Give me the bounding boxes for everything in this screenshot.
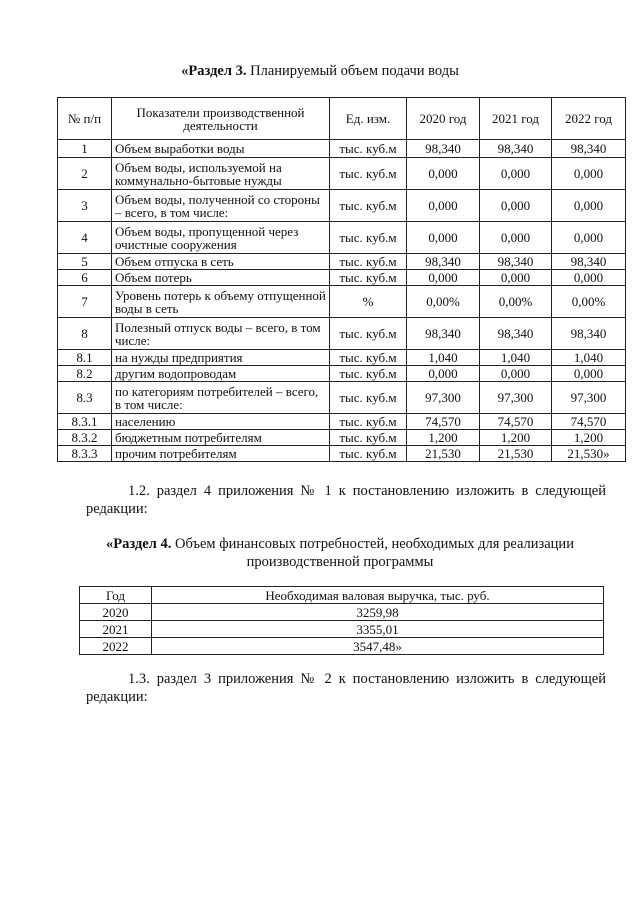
cell-number: 8.3.1: [58, 414, 112, 430]
cell-2022: 97,300: [552, 382, 626, 414]
cell-2021: 74,570: [480, 414, 552, 430]
cell-2020: 0,000: [407, 158, 480, 190]
col-header-unit: Ед. изм.: [330, 98, 407, 140]
cell-indicator: Объем воды, пропущенной через очистные сооружения: [112, 222, 330, 254]
cell-indicator: Объем воды, полученной со стороны – всего, в том числе:: [112, 190, 330, 222]
cell-indicator: Объем потерь: [112, 270, 330, 286]
cell-2022: 0,000: [552, 158, 626, 190]
cell-number: 8.3: [58, 382, 112, 414]
cell-unit: тыс. куб.м: [330, 430, 407, 446]
cell-indicator: на нужды предприятия: [112, 350, 330, 366]
section3-title: [0, 63, 640, 80]
cell-2020: 0,000: [407, 190, 480, 222]
cell-year: 2021: [80, 621, 152, 638]
cell-2020: 74,570: [407, 414, 480, 430]
cell-2020: 0,00%: [407, 286, 480, 318]
cell-2021: 98,340: [480, 140, 552, 158]
cell-unit: тыс. куб.м: [330, 158, 407, 190]
cell-number: 5: [58, 254, 112, 270]
cell-unit: тыс. куб.м: [330, 414, 407, 430]
cell-number: 4: [58, 222, 112, 254]
cell-2022: 0,000: [552, 190, 626, 222]
table-row: [58, 254, 626, 270]
cell-unit: тыс. куб.м: [330, 140, 407, 158]
table-row: [58, 270, 626, 286]
cell-indicator: Объем воды, используемой на коммунально-бытовые нужды: [112, 158, 330, 190]
cell-unit: тыс. куб.м: [330, 382, 407, 414]
cell-unit: тыс. куб.м: [330, 254, 407, 270]
table-row: [58, 158, 626, 190]
cell-unit: тыс. куб.м: [330, 270, 407, 286]
cell-2021: 21,530: [480, 446, 552, 462]
col-header-revenue: Необходимая валовая выручка, тыс. руб.: [152, 587, 604, 604]
cell-2021: 0,00%: [480, 286, 552, 318]
cell-2021: 1,200: [480, 430, 552, 446]
cell-unit: %: [330, 286, 407, 318]
col-header-indicator: Показатели производственной деятельности: [112, 98, 330, 140]
table-row: [58, 140, 626, 158]
table-row: [58, 366, 626, 382]
cell-indicator: населению: [112, 414, 330, 430]
cell-2020: 1,040: [407, 350, 480, 366]
table-header-row: [80, 587, 604, 604]
paragraph-1-3-text: 1.3. раздел 3 приложения № 2 к постановлению изложить в следующей редакции:: [86, 671, 606, 705]
table-row: [58, 318, 626, 350]
table-row: [58, 414, 626, 430]
paragraph-1-3: [86, 670, 606, 706]
table-row: [58, 286, 626, 318]
col-header-number: № п/п: [58, 98, 112, 140]
section4-title: [60, 535, 620, 571]
cell-2021: 0,000: [480, 366, 552, 382]
table-row: [58, 430, 626, 446]
cell-2021: 97,300: [480, 382, 552, 414]
cell-2022: 0,000: [552, 222, 626, 254]
financial-needs-table-body: [80, 604, 604, 655]
cell-2022: 1,040: [552, 350, 626, 366]
cell-indicator: по категориям потребителей – всего, в том числе:: [112, 382, 330, 414]
col-header-2021: 2021 год: [480, 98, 552, 140]
table-row: [80, 621, 604, 638]
water-volume-table-body: [58, 140, 626, 462]
cell-2021: 0,000: [480, 222, 552, 254]
water-volume-table: [57, 97, 626, 462]
cell-number: 8.1: [58, 350, 112, 366]
cell-indicator: прочим потребителям: [112, 446, 330, 462]
cell-2021: 1,040: [480, 350, 552, 366]
section4-title-bold: «Раздел 4.: [106, 536, 172, 552]
cell-indicator: Объем отпуска в сеть: [112, 254, 330, 270]
section3-title-rest: Планируемый объем подачи воды: [246, 63, 459, 79]
cell-unit: тыс. куб.м: [330, 446, 407, 462]
paragraph-1-2-text: 1.2. раздел 4 приложения № 1 к постановлению изложить в следующей редакции:: [86, 483, 606, 517]
cell-unit: тыс. куб.м: [330, 222, 407, 254]
cell-number: 7: [58, 286, 112, 318]
cell-2022: 98,340: [552, 140, 626, 158]
cell-2021: 98,340: [480, 254, 552, 270]
cell-2022: 0,00%: [552, 286, 626, 318]
cell-number: 8.3.3: [58, 446, 112, 462]
cell-revenue: 3547,48»: [152, 638, 604, 655]
cell-2020: 98,340: [407, 254, 480, 270]
table-header-row: [58, 98, 626, 140]
cell-2020: 0,000: [407, 366, 480, 382]
cell-unit: тыс. куб.м: [330, 318, 407, 350]
cell-year: 2020: [80, 604, 152, 621]
table-row: [80, 604, 604, 621]
cell-unit: тыс. куб.м: [330, 190, 407, 222]
cell-2022: 0,000: [552, 366, 626, 382]
cell-number: 8.3.2: [58, 430, 112, 446]
cell-2021: 0,000: [480, 190, 552, 222]
cell-2020: 98,340: [407, 318, 480, 350]
cell-unit: тыс. куб.м: [330, 350, 407, 366]
cell-2022: 98,340: [552, 318, 626, 350]
table-row: [58, 382, 626, 414]
cell-year: 2022: [80, 638, 152, 655]
cell-2022: 1,200: [552, 430, 626, 446]
cell-2020: 98,340: [407, 140, 480, 158]
cell-2020: 0,000: [407, 222, 480, 254]
cell-indicator: Объем выработки воды: [112, 140, 330, 158]
cell-2020: 21,530: [407, 446, 480, 462]
table-row: [58, 190, 626, 222]
table-row: [80, 638, 604, 655]
financial-needs-table: [79, 586, 604, 655]
cell-indicator: Уровень потерь к объему отпущенной воды в сеть: [112, 286, 330, 318]
cell-2022: 74,570: [552, 414, 626, 430]
cell-indicator: другим водопроводам: [112, 366, 330, 382]
paragraph-1-2: [86, 482, 606, 518]
cell-2020: 0,000: [407, 270, 480, 286]
table-row: [58, 446, 626, 462]
cell-number: 1: [58, 140, 112, 158]
cell-number: 2: [58, 158, 112, 190]
col-header-2020: 2020 год: [407, 98, 480, 140]
cell-number: 6: [58, 270, 112, 286]
cell-2020: 1,200: [407, 430, 480, 446]
cell-2022: 98,340: [552, 254, 626, 270]
cell-2022: 0,000: [552, 270, 626, 286]
cell-number: 8: [58, 318, 112, 350]
cell-unit: тыс. куб.м: [330, 366, 407, 382]
table-row: [58, 222, 626, 254]
cell-indicator: бюджетным потребителям: [112, 430, 330, 446]
cell-revenue: 3355,01: [152, 621, 604, 638]
cell-2021: 0,000: [480, 270, 552, 286]
cell-number: 8.2: [58, 366, 112, 382]
cell-2020: 97,300: [407, 382, 480, 414]
cell-indicator: Полезный отпуск воды – всего, в том числе:: [112, 318, 330, 350]
section4-title-rest: Объем финансовых потребностей, необходимых для реализации производственной программы: [171, 536, 574, 570]
section3-title-bold: «Раздел 3.: [181, 63, 247, 79]
cell-number: 3: [58, 190, 112, 222]
cell-2021: 0,000: [480, 158, 552, 190]
cell-2021: 98,340: [480, 318, 552, 350]
table-row: [58, 350, 626, 366]
cell-2022: 21,530»: [552, 446, 626, 462]
col-header-year: Год: [80, 587, 152, 604]
cell-revenue: 3259,98: [152, 604, 604, 621]
col-header-2022: 2022 год: [552, 98, 626, 140]
